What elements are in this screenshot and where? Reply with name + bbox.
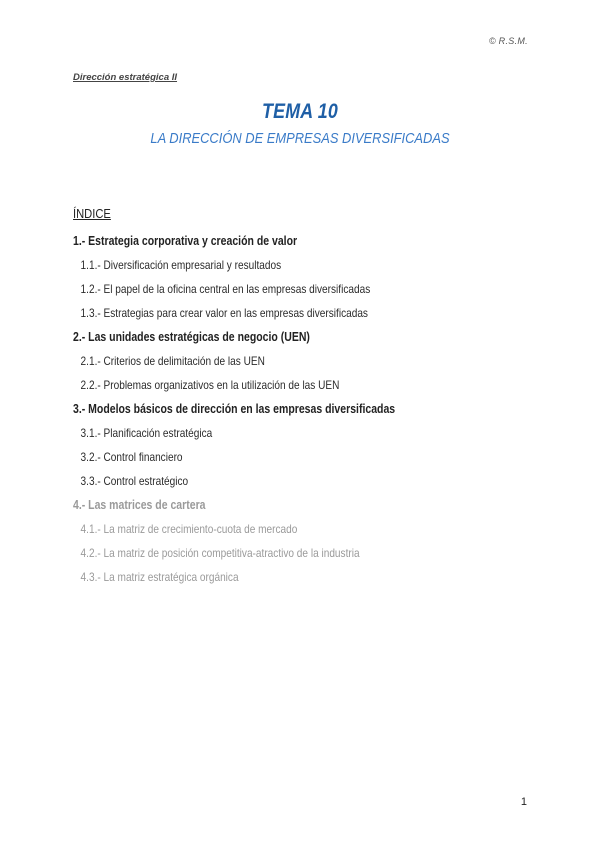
toc-section-item: 4.- Las matrices de cartera xyxy=(73,498,206,512)
toc-section-item: 1.- Estrategia corporativa y creación de valor xyxy=(73,234,298,248)
page-subtitle: LA DIRECCIÓN DE EMPRESAS DIVERSIFICADAS xyxy=(150,130,450,147)
toc-subsection-item: 2.1.- Criterios de delimitación de las UEN xyxy=(80,354,265,368)
copyright-notice: © R.S.M. xyxy=(488,36,528,46)
toc-subsection-item: 3.1.- Planificación estratégica xyxy=(80,426,213,440)
toc-subsection-item: 4.1.- La matriz de crecimiento-cuota de mercado xyxy=(80,522,298,536)
toc-subsection-item: 3.3.- Control estratégico xyxy=(80,474,189,488)
table-of-contents xyxy=(73,230,533,590)
course-name: Dirección estratégica II xyxy=(73,72,178,83)
toc-subsection-item: 1.1.- Diversificación empresarial y resultados xyxy=(80,258,282,272)
toc-subsection-item: 4.3.- La matriz estratégica orgánica xyxy=(80,570,239,584)
toc-section-item: 3.- Modelos básicos de dirección en las empresas diversificadas xyxy=(73,402,396,416)
page-title: TEMA 10 xyxy=(262,100,338,123)
toc-subsection-item: 2.2.- Problemas organizativos en la utilización de las UEN xyxy=(80,378,340,392)
toc-subsection-item: 4.2.- La matriz de posición competitiva-atractivo de la industria xyxy=(80,546,360,560)
toc-section-item: 2.- Las unidades estratégicas de negocio (UEN) xyxy=(73,330,310,344)
title-block xyxy=(0,100,600,147)
toc-subsection-item: 1.3.- Estrategias para crear valor en las empresas diversificadas xyxy=(80,306,368,320)
toc-subsection-item: 1.2.- El papel de la oficina central en las empresas diversificadas xyxy=(80,282,371,296)
index-heading: ÍNDICE xyxy=(73,206,111,221)
toc-subsection-item: 3.2.- Control financiero xyxy=(80,450,183,464)
page-number: 1 xyxy=(520,796,527,808)
